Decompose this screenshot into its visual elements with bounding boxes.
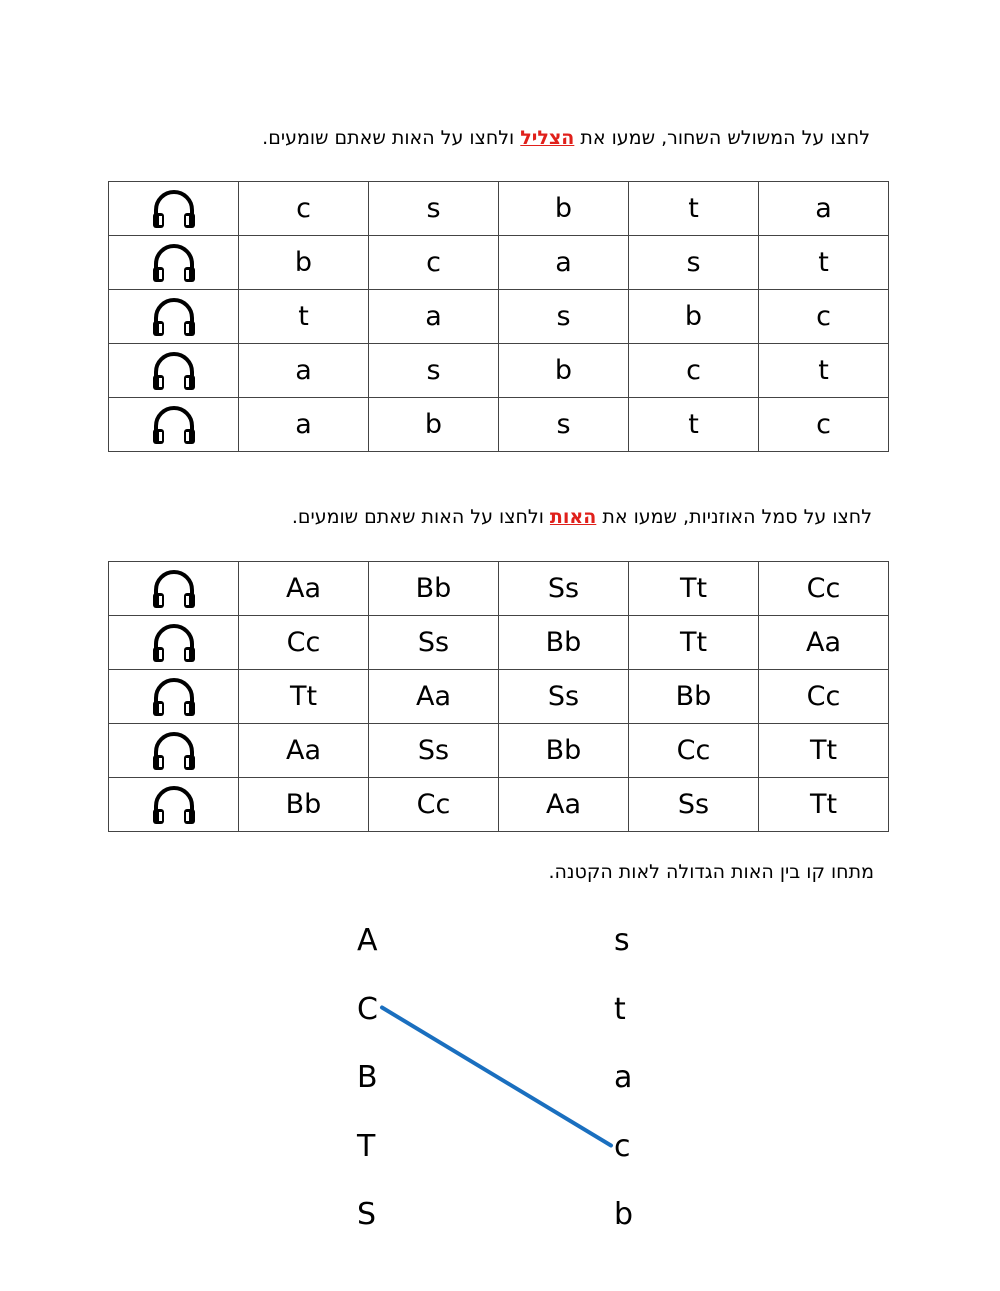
- play-audio-button[interactable]: [109, 344, 239, 398]
- uppercase-letter[interactable]: A: [357, 923, 378, 958]
- play-audio-button[interactable]: [109, 562, 239, 616]
- instruction-text-after: ולחצו על האות שאתם שומעים.: [262, 127, 521, 149]
- sound-row: [109, 236, 889, 290]
- sound-letter-cell[interactable]: s: [499, 290, 629, 344]
- sound-letter-cell[interactable]: a: [239, 344, 369, 398]
- sound-row: [109, 182, 889, 236]
- lowercase-letter[interactable]: a: [614, 1060, 633, 1095]
- instruction-matching: [548, 861, 874, 883]
- play-audio-button[interactable]: [109, 724, 239, 778]
- lowercase-letter[interactable]: b: [614, 1197, 634, 1232]
- letter-letter-cell[interactable]: Ss: [369, 616, 499, 670]
- sound-row: [109, 290, 889, 344]
- letter-letter-cell[interactable]: Tt: [759, 778, 889, 832]
- headphones-icon: [151, 568, 197, 610]
- headphones-icon: [151, 350, 197, 392]
- sound-letter-cell[interactable]: b: [629, 290, 759, 344]
- play-audio-button[interactable]: [109, 398, 239, 452]
- play-audio-button[interactable]: [109, 290, 239, 344]
- instruction-highlight-sound: הצליל: [520, 127, 575, 149]
- play-audio-button[interactable]: [109, 778, 239, 832]
- headphones-icon: [151, 622, 197, 664]
- lowercase-letter[interactable]: s: [614, 923, 630, 958]
- headphones-icon: [151, 296, 197, 338]
- headphones-icon: [151, 784, 197, 826]
- letter-letter-cell[interactable]: Tt: [629, 616, 759, 670]
- sound-letter-cell[interactable]: c: [759, 290, 889, 344]
- sound-letter-cell[interactable]: a: [759, 182, 889, 236]
- sound-letter-cell[interactable]: t: [629, 182, 759, 236]
- sound-letter-cell[interactable]: t: [759, 344, 889, 398]
- letter-letter-cell[interactable]: Cc: [239, 616, 369, 670]
- letter-name-grid: [108, 561, 889, 832]
- headphones-icon: [151, 188, 197, 230]
- letter-letter-cell[interactable]: Tt: [239, 670, 369, 724]
- sound-letter-cell[interactable]: s: [629, 236, 759, 290]
- play-audio-button[interactable]: [109, 616, 239, 670]
- play-audio-button[interactable]: [109, 670, 239, 724]
- sound-letter-grid: [108, 181, 889, 452]
- sound-letter-cell[interactable]: t: [239, 290, 369, 344]
- sound-letter-cell[interactable]: t: [629, 398, 759, 452]
- instruction-text-before: לחצו על המשולש השחור, שמעו את: [574, 127, 870, 149]
- letter-letter-cell[interactable]: Tt: [759, 724, 889, 778]
- sound-letter-cell[interactable]: b: [499, 182, 629, 236]
- instruction-text-after: ולחצו על האות שאתם שומעים.: [291, 506, 550, 528]
- letter-row: [109, 562, 889, 616]
- sound-letter-cell[interactable]: a: [239, 398, 369, 452]
- letter-letter-cell[interactable]: Ss: [369, 724, 499, 778]
- letter-row: [109, 670, 889, 724]
- letter-letter-cell[interactable]: Tt: [629, 562, 759, 616]
- sound-letter-cell[interactable]: s: [369, 182, 499, 236]
- letter-letter-cell[interactable]: Bb: [369, 562, 499, 616]
- headphones-icon: [151, 242, 197, 284]
- sound-letter-cell[interactable]: b: [239, 236, 369, 290]
- instruction-sound: [262, 127, 870, 149]
- sound-letter-cell[interactable]: s: [369, 344, 499, 398]
- sound-letter-cell[interactable]: s: [499, 398, 629, 452]
- instruction-letter: [292, 506, 872, 528]
- letter-letter-cell[interactable]: Ss: [499, 670, 629, 724]
- sound-letter-cell[interactable]: a: [499, 236, 629, 290]
- uppercase-letter[interactable]: T: [357, 1128, 376, 1164]
- letter-letter-cell[interactable]: Aa: [499, 778, 629, 832]
- match-connection-line: [382, 1008, 611, 1146]
- instruction-matching-text: מתחו קו בין האות הגדולה לאות הקטנה.: [548, 861, 874, 883]
- letter-letter-cell[interactable]: Cc: [759, 670, 889, 724]
- sound-letter-cell[interactable]: c: [369, 236, 499, 290]
- play-audio-button[interactable]: [109, 182, 239, 236]
- instruction-text-before: לחצו על סמל האוזניות, שמעו את: [596, 506, 872, 528]
- letter-row: [109, 778, 889, 832]
- letter-letter-cell[interactable]: Cc: [759, 562, 889, 616]
- letter-letter-cell[interactable]: Aa: [369, 670, 499, 724]
- play-audio-button[interactable]: [109, 236, 239, 290]
- letter-row: [109, 724, 889, 778]
- sound-letter-cell[interactable]: c: [759, 398, 889, 452]
- lowercase-letter[interactable]: c: [614, 1128, 631, 1164]
- letter-letter-cell[interactable]: Aa: [239, 562, 369, 616]
- headphones-icon: [151, 730, 197, 772]
- headphones-icon: [151, 676, 197, 718]
- sound-letter-cell[interactable]: c: [629, 344, 759, 398]
- sound-letter-cell[interactable]: b: [369, 398, 499, 452]
- letter-letter-cell[interactable]: Bb: [239, 778, 369, 832]
- letter-letter-cell[interactable]: Aa: [759, 616, 889, 670]
- uppercase-letter[interactable]: B: [357, 1060, 378, 1095]
- letter-row: [109, 616, 889, 670]
- headphones-icon: [151, 404, 197, 446]
- uppercase-letter[interactable]: S: [357, 1197, 377, 1232]
- instruction-highlight-letter: האות: [549, 506, 597, 528]
- sound-letter-cell[interactable]: b: [499, 344, 629, 398]
- sound-row: [109, 344, 889, 398]
- letter-letter-cell[interactable]: Aa: [239, 724, 369, 778]
- letter-letter-cell[interactable]: Cc: [369, 778, 499, 832]
- sound-letter-cell[interactable]: t: [759, 236, 889, 290]
- sound-letter-cell[interactable]: a: [369, 290, 499, 344]
- letter-letter-cell[interactable]: Cc: [629, 724, 759, 778]
- letter-letter-cell[interactable]: Ss: [629, 778, 759, 832]
- lowercase-letter[interactable]: t: [614, 991, 626, 1027]
- letter-letter-cell[interactable]: Ss: [499, 562, 629, 616]
- letter-letter-cell[interactable]: Bb: [629, 670, 759, 724]
- letter-letter-cell[interactable]: Bb: [499, 616, 629, 670]
- uppercase-letter[interactable]: C: [357, 991, 378, 1027]
- sound-letter-cell[interactable]: c: [239, 182, 369, 236]
- letter-letter-cell[interactable]: Bb: [499, 724, 629, 778]
- sound-row: [109, 398, 889, 452]
